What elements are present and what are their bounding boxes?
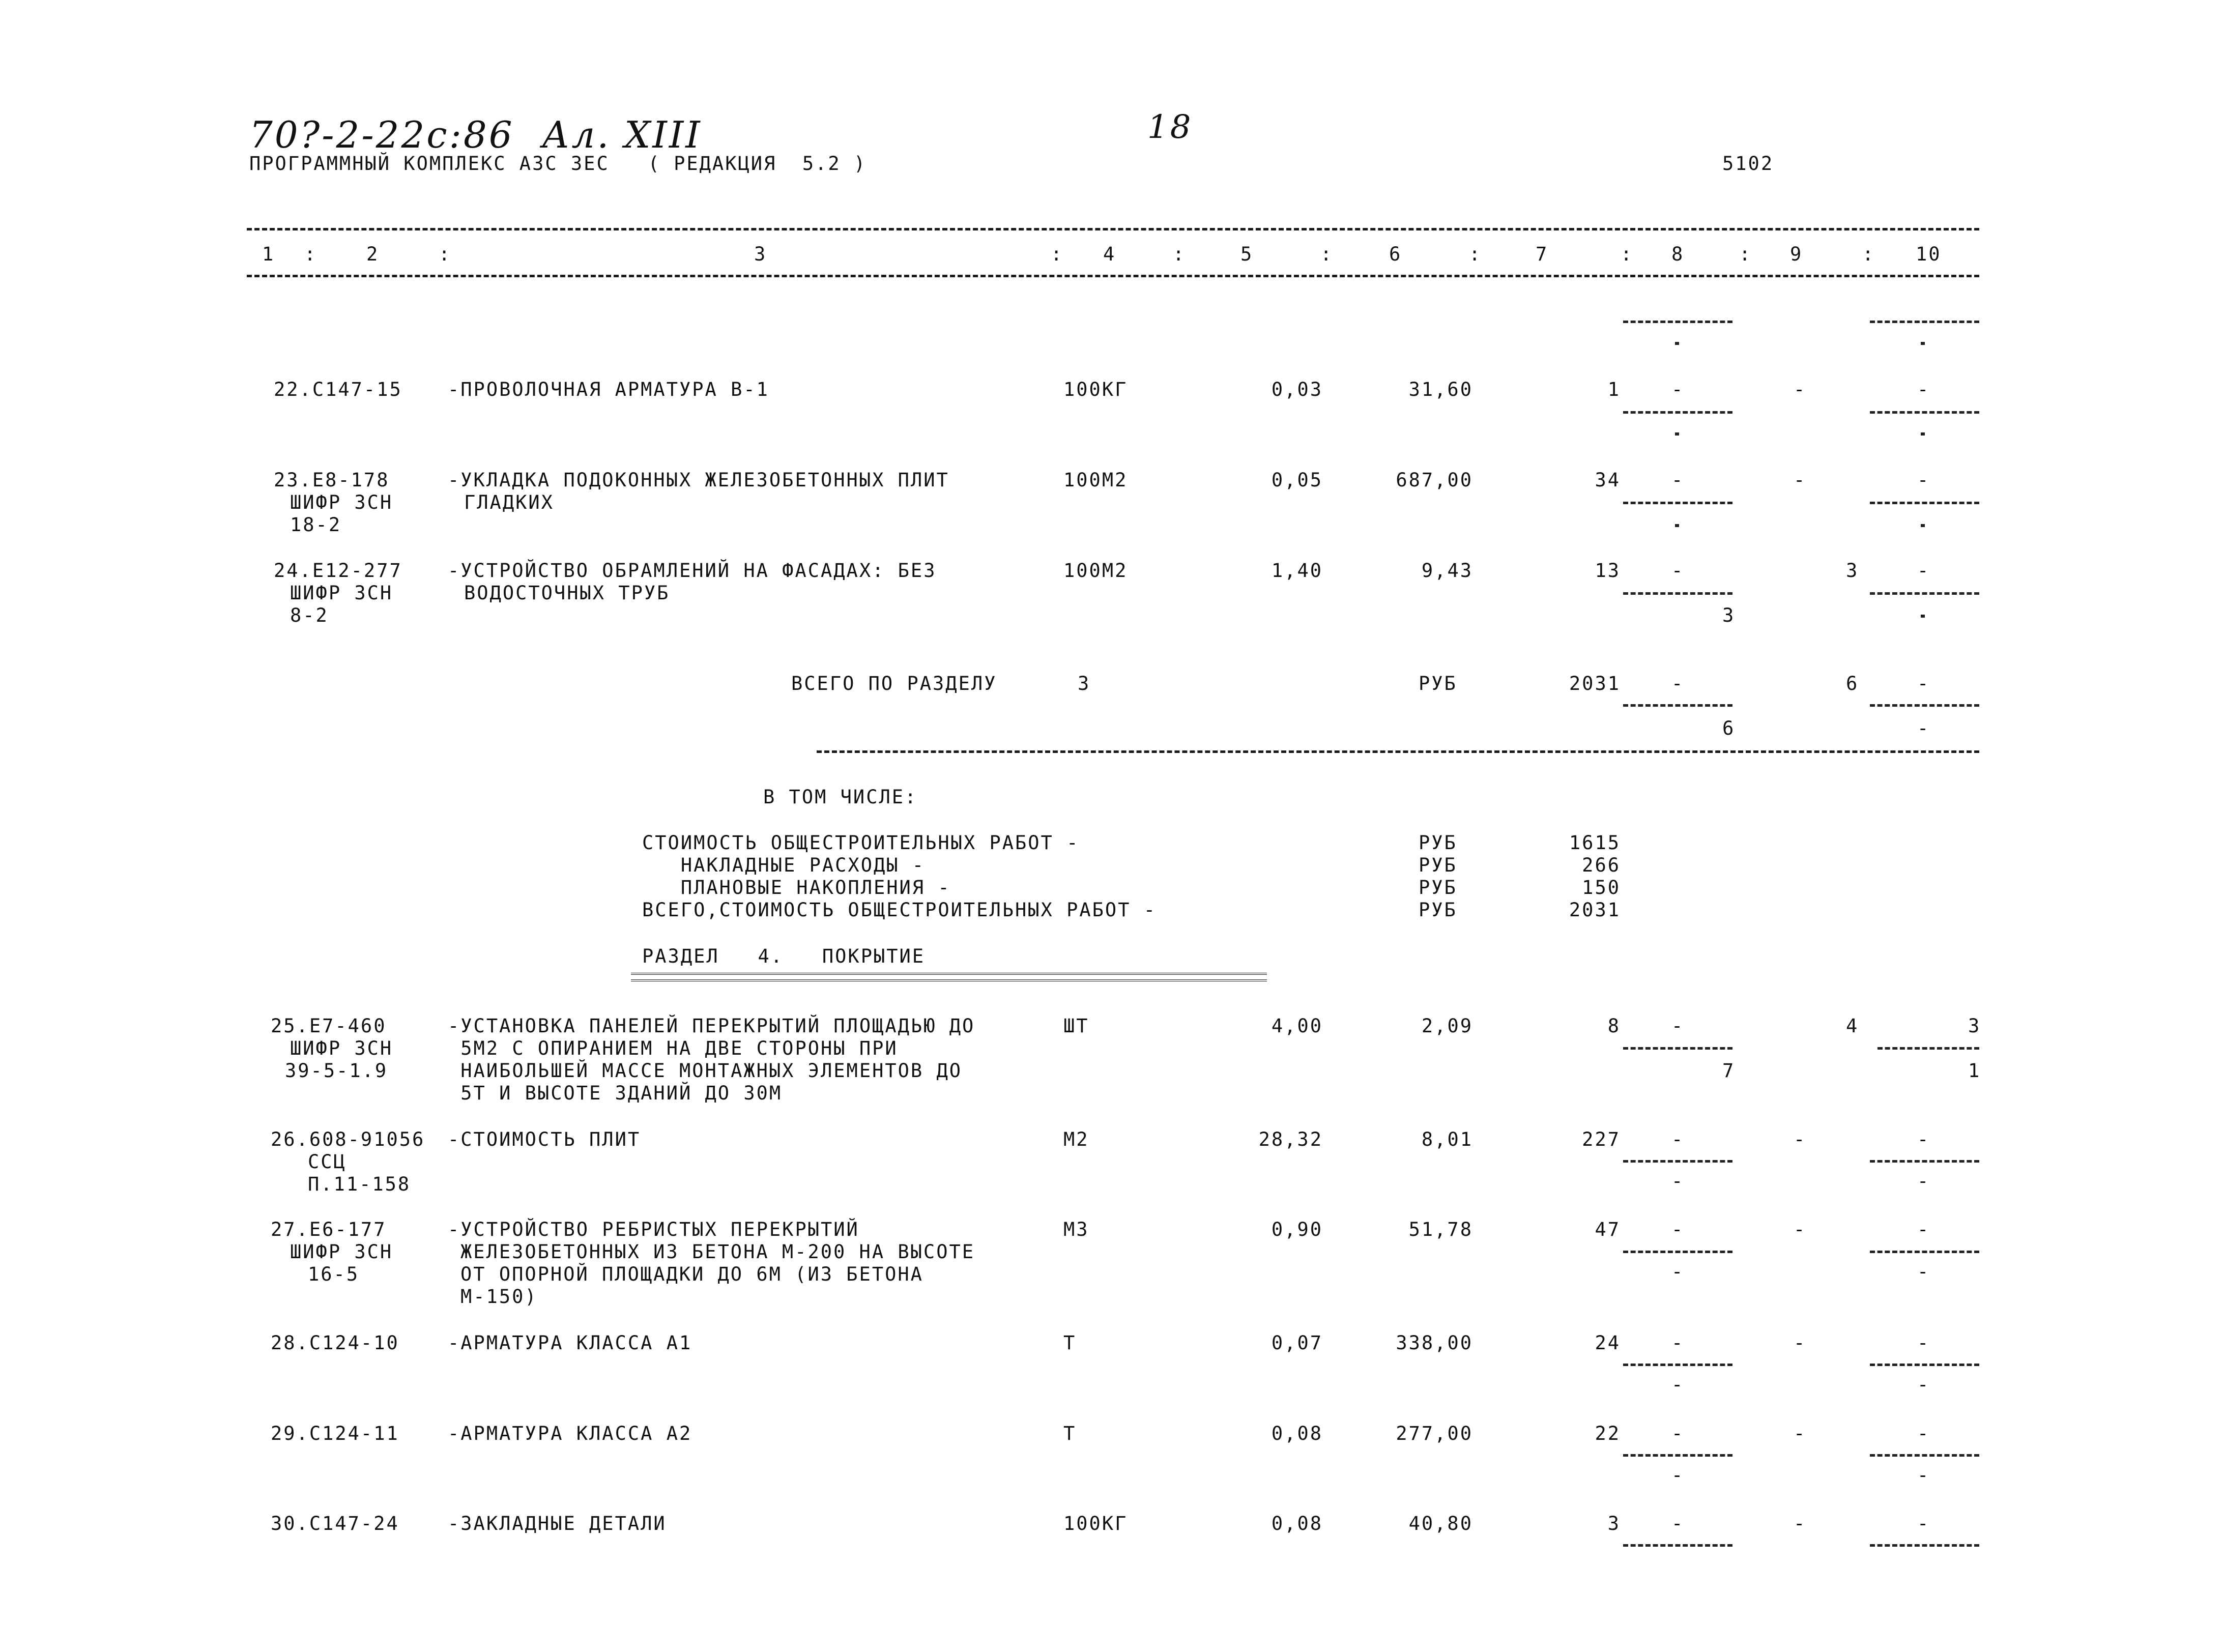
handwritten-sheet: Ал. XIII <box>542 113 702 156</box>
row-code: 16-5 <box>308 1263 360 1285</box>
col-sep: : <box>1469 243 1482 265</box>
row-price: 51,78 <box>1408 1219 1473 1240</box>
row-col10: - <box>1917 1513 1930 1534</box>
fraction-dash-c10 <box>1921 432 1925 436</box>
row-col8: - <box>1671 1015 1685 1037</box>
row-col10-lower: - <box>1917 1374 1930 1396</box>
row-desc: -АРМАТУРА КЛАССА А2 <box>448 1423 692 1444</box>
row-col8: - <box>1671 560 1685 582</box>
row-unit: Т <box>1063 1423 1077 1444</box>
fraction-rule-c8 <box>1623 1251 1732 1253</box>
col-3: 3 <box>754 243 767 265</box>
fraction-rule-c8 <box>1623 1544 1732 1547</box>
row-desc: -АРМАТУРА КЛАССА А1 <box>448 1332 692 1354</box>
carryover-rule-c8 <box>1623 321 1732 323</box>
row-desc: НАИБОЛЬШЕЙ МАССЕ МОНТАЖНЫХ ЭЛЕМЕНТОВ ДО <box>448 1060 963 1082</box>
fraction-rule-c8 <box>1623 1454 1732 1457</box>
section-total-col8-lower: 6 <box>1722 717 1736 739</box>
row-code: ССЦ <box>308 1151 346 1173</box>
row-desc: -ЗАКЛАДНЫЕ ДЕТАЛИ <box>448 1513 667 1534</box>
row-desc: ОТ ОПОРНОЙ ПЛОЩАДКИ ДО 6М (ИЗ БЕТОНА <box>460 1263 923 1285</box>
col-sep: : <box>1862 243 1875 265</box>
section-total-rule <box>817 750 1979 753</box>
col-sep: : <box>1621 243 1634 265</box>
row-qty: 0,07 <box>1271 1332 1323 1354</box>
row-unit: 100КГ <box>1063 1513 1128 1534</box>
program-line: ПРОГРАММНЫЙ КОМПЛЕКС АЗС ЗЕС ( РЕДАКЦИЯ 5.2 ) <box>249 153 867 175</box>
row-desc: -УКЛАДКА ПОДОКОННЫХ ЖЕЛЕЗОБЕТОННЫХ ПЛИТ <box>448 469 949 491</box>
row-col9: - <box>1794 1332 1807 1354</box>
row-desc: 5Т И ВЫСОТЕ ЗДАНИЙ ДО 30М <box>448 1082 783 1104</box>
row-total: 3 <box>1607 1513 1621 1534</box>
row-qty: 0,03 <box>1271 379 1323 400</box>
row-qty: 0,08 <box>1271 1513 1323 1534</box>
row-col10: - <box>1917 1332 1930 1354</box>
col-sep: : <box>1173 243 1186 265</box>
row-code: 24.Е12-277 <box>274 560 402 582</box>
carryover-dash-c8 <box>1675 342 1679 345</box>
fraction-rule-c8 <box>1623 592 1732 595</box>
row-col8-lower: - <box>1671 1170 1685 1192</box>
row-price: 2,09 <box>1421 1015 1473 1037</box>
page-number: 18 <box>1147 108 1193 146</box>
doc-code: 5102 <box>1722 153 1774 175</box>
row-col10-lower: 1 <box>1968 1060 1981 1082</box>
row-code: ШИФР ЗСН <box>290 1241 393 1263</box>
row-code: 27.Е6-177 <box>271 1219 387 1240</box>
fraction-dash-c8 <box>1675 524 1679 527</box>
row-col8-lower: - <box>1671 1374 1685 1396</box>
row-col10-lower: - <box>1917 1170 1930 1192</box>
col-7: 7 <box>1536 243 1549 265</box>
row-col9: - <box>1794 1423 1807 1444</box>
row-unit: 100КГ <box>1063 379 1128 400</box>
row-unit: 100М2 <box>1063 560 1128 582</box>
row-price: 687,00 <box>1396 469 1473 491</box>
fraction-rule-c10 <box>1870 1251 1979 1253</box>
row-code: П.11-158 <box>308 1173 411 1195</box>
row-qty: 0,08 <box>1271 1423 1323 1444</box>
fraction-rule-c8 <box>1623 411 1732 414</box>
fraction-rule-c10 <box>1870 502 1979 504</box>
section-total-section: 3 <box>1078 673 1091 694</box>
fraction-rule-c8 <box>1623 502 1732 504</box>
fraction-rule-c10 <box>1870 1454 1979 1457</box>
row-unit: М2 <box>1063 1128 1089 1150</box>
row-desc: -УСТРОЙСТВО РЕБРИСТЫХ ПЕРЕКРЫТИЙ <box>448 1219 859 1240</box>
fraction-rule-c10 <box>1870 704 1979 707</box>
row-col10: - <box>1917 560 1930 582</box>
col-sep: : <box>1051 243 1064 265</box>
row-code: 26.608-91056 <box>271 1128 425 1150</box>
fraction-rule-c8 <box>1623 704 1732 707</box>
fraction-dash-c8 <box>1675 432 1679 436</box>
row-code: 23.Е8-178 <box>274 469 390 491</box>
row-code: 39-5-1.9 <box>285 1060 388 1082</box>
row-total: 1 <box>1607 379 1621 400</box>
including-unit: РУБ <box>1419 877 1457 899</box>
row-total: 22 <box>1595 1423 1621 1444</box>
fraction-rule-c10 <box>1870 592 1979 595</box>
section-total-unit: РУБ <box>1419 673 1457 694</box>
fraction-rule-c8 <box>1623 1364 1732 1366</box>
row-total: 8 <box>1607 1015 1621 1037</box>
fraction-rule-c10 <box>1870 1544 1979 1547</box>
section-total-col9: 6 <box>1846 673 1859 694</box>
row-col10: 3 <box>1968 1015 1981 1037</box>
including-value: 2031 <box>1569 899 1621 921</box>
fraction-rule-c8 <box>1623 1160 1732 1163</box>
row-desc: ВОДОСТОЧНЫХ ТРУБ <box>464 582 670 604</box>
row-code: 29.С124-11 <box>271 1423 399 1444</box>
row-col9: - <box>1794 1128 1807 1150</box>
row-unit: М3 <box>1063 1219 1089 1240</box>
row-col10: - <box>1917 1423 1930 1444</box>
carryover-rule-c10 <box>1870 321 1979 323</box>
header-bottom-rule <box>247 275 1979 277</box>
row-code: ШИФР ЗСН <box>290 582 393 604</box>
row-unit: Т <box>1063 1332 1077 1354</box>
section-total-col10: - <box>1917 673 1930 694</box>
row-desc: -СТОИМОСТЬ ПЛИТ <box>448 1128 641 1150</box>
row-code: 8-2 <box>290 604 329 626</box>
row-code: ШИФР ЗСН <box>290 491 393 513</box>
row-col9: - <box>1794 1219 1807 1240</box>
row-qty: 1,40 <box>1271 560 1323 582</box>
row-code: 18-2 <box>290 514 342 536</box>
fraction-rule-c8 <box>1623 1047 1732 1050</box>
col-sep: : <box>304 243 317 265</box>
row-col8-lower: - <box>1671 1261 1685 1283</box>
row-col10-lower: - <box>1917 1464 1930 1486</box>
fraction-rule-c10 <box>1870 1160 1979 1163</box>
row-col8-lower: 3 <box>1722 604 1736 626</box>
row-col8: - <box>1671 1332 1685 1354</box>
section-heading: РАЗДЕЛ 4. ПОКРЫТИЕ <box>642 945 926 967</box>
row-code: 22.С147-15 <box>274 379 402 400</box>
section-total-sum: 2031 <box>1569 673 1621 694</box>
row-desc: -ПРОВОЛОЧНАЯ АРМАТУРА В-1 <box>448 379 769 400</box>
row-total: 227 <box>1582 1128 1621 1150</box>
including-label: ВСЕГО,СТОИМОСТЬ ОБЩЕСТРОИТЕЛЬНЫХ РАБОТ - <box>642 899 1157 921</box>
row-col8: - <box>1671 1128 1685 1150</box>
fraction-dash-c10 <box>1921 615 1925 618</box>
col-10: 10 <box>1916 243 1942 265</box>
section-total-col10-lower: - <box>1917 717 1930 739</box>
row-col8: - <box>1671 1513 1685 1534</box>
row-total: 24 <box>1595 1332 1621 1354</box>
col-sep: : <box>1739 243 1752 265</box>
fraction-dash-c10 <box>1921 524 1925 527</box>
section-total-col8: - <box>1671 673 1685 694</box>
header-top-rule <box>247 228 1979 230</box>
row-price: 31,60 <box>1408 379 1473 400</box>
row-total: 13 <box>1595 560 1621 582</box>
row-col10: - <box>1917 469 1930 491</box>
col-1: 1 <box>262 243 275 265</box>
row-price: 338,00 <box>1396 1332 1473 1354</box>
row-col8-lower: - <box>1671 1464 1685 1486</box>
row-col9: 3 <box>1846 560 1859 582</box>
carryover-dash-c10 <box>1921 342 1925 345</box>
row-desc: 5М2 С ОПИРАНИЕМ НА ДВЕ СТОРОНЫ ПРИ <box>448 1037 898 1059</box>
row-col9: 4 <box>1846 1015 1859 1037</box>
row-desc: М-150) <box>460 1286 538 1308</box>
including-label: СТОИМОСТЬ ОБЩЕСТРОИТЕЛЬНЫХ РАБОТ - <box>642 832 1080 854</box>
row-qty: 4,00 <box>1271 1015 1323 1037</box>
col-sep: : <box>1320 243 1334 265</box>
row-col8-lower: 7 <box>1722 1060 1736 1082</box>
fraction-rule-c10 <box>1870 411 1979 414</box>
col-5: 5 <box>1240 243 1254 265</box>
row-qty: 0,90 <box>1271 1219 1323 1240</box>
row-code: 25.Е7-460 <box>271 1015 387 1037</box>
section-total-label: ВСЕГО ПО РАЗДЕЛУ <box>791 673 997 694</box>
including-unit: РУБ <box>1419 832 1457 854</box>
row-col10: - <box>1917 1128 1930 1150</box>
row-col8: - <box>1671 1423 1685 1444</box>
col-9: 9 <box>1790 243 1803 265</box>
row-col10-lower: - <box>1917 1261 1930 1283</box>
section-heading-underline <box>631 973 1267 975</box>
col-2: 2 <box>366 243 380 265</box>
row-price: 9,43 <box>1421 560 1473 582</box>
handwritten-code: 70?-2-22c:86 <box>249 113 514 156</box>
row-code: 28.С124-10 <box>271 1332 399 1354</box>
row-col8: - <box>1671 1219 1685 1240</box>
col-8: 8 <box>1671 243 1685 265</box>
row-qty: 28,32 <box>1258 1128 1323 1150</box>
fraction-rule-c10 <box>1870 1364 1979 1366</box>
row-desc: -УСТАНОВКА ПАНЕЛЕЙ ПЕРЕКРЫТИЙ ПЛОЩАДЬЮ ДО <box>448 1015 975 1037</box>
col-4: 4 <box>1103 243 1116 265</box>
row-code: ШИФР ЗСН <box>290 1037 393 1059</box>
row-price: 40,80 <box>1408 1513 1473 1534</box>
row-unit: 100М2 <box>1063 469 1128 491</box>
row-price: 8,01 <box>1421 1128 1473 1150</box>
row-col8: - <box>1671 469 1685 491</box>
row-col9: - <box>1794 469 1807 491</box>
row-desc: ГЛАДКИХ <box>464 491 554 513</box>
section-heading-underline <box>631 979 1267 981</box>
row-total: 34 <box>1595 469 1621 491</box>
including-value: 1615 <box>1569 832 1621 854</box>
row-desc: ЖЕЛЕЗОБЕТОННЫХ ИЗ БЕТОНА М-200 НА ВЫСОТЕ <box>460 1241 975 1263</box>
including-value: 266 <box>1582 854 1621 876</box>
including-unit: РУБ <box>1419 899 1457 921</box>
fraction-rule-c10 <box>1878 1047 1979 1050</box>
row-total: 47 <box>1595 1219 1621 1240</box>
row-col10: - <box>1917 1219 1930 1240</box>
row-price: 277,00 <box>1396 1423 1473 1444</box>
including-label: ПЛАНОВЫЕ НАКОПЛЕНИЯ - <box>642 877 951 899</box>
row-col10: - <box>1917 379 1930 400</box>
row-unit: ШТ <box>1063 1015 1089 1037</box>
row-col9: - <box>1794 1513 1807 1534</box>
row-col9: - <box>1794 379 1807 400</box>
including-heading: В ТОМ ЧИСЛЕ: <box>763 786 918 808</box>
row-col8: - <box>1671 379 1685 400</box>
row-qty: 0,05 <box>1271 469 1323 491</box>
including-label: НАКЛАДНЫЕ РАСХОДЫ - <box>642 854 926 876</box>
including-unit: РУБ <box>1419 854 1457 876</box>
row-code: 30.С147-24 <box>271 1513 399 1534</box>
including-value: 150 <box>1582 877 1621 899</box>
col-6: 6 <box>1389 243 1402 265</box>
row-desc: -УСТРОЙСТВО ОБРАМЛЕНИЙ НА ФАСАДАХ: БЕЗ <box>448 560 937 582</box>
col-sep: : <box>439 243 452 265</box>
